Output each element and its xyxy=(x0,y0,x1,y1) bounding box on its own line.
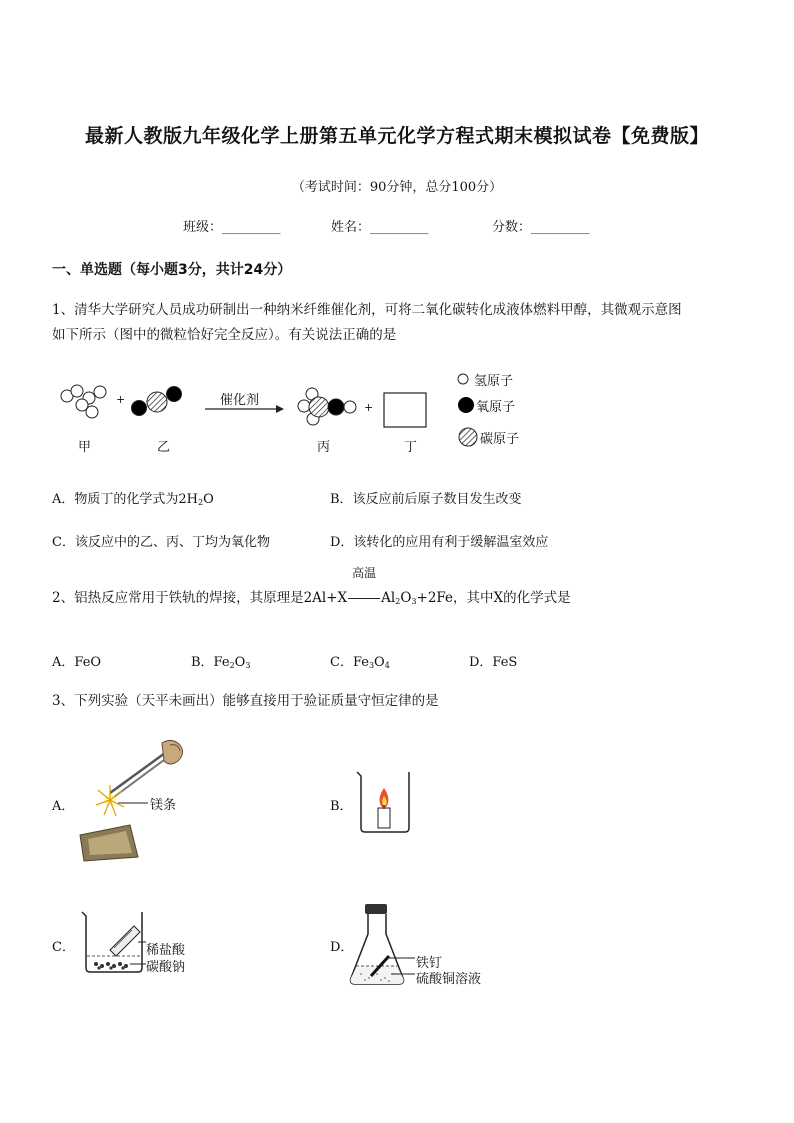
iron-nail-label: 铁钉 xyxy=(416,956,443,971)
plus-sign-1: + xyxy=(116,393,126,406)
legend-o-icon xyxy=(458,397,474,413)
hcl-label: 稀盐酸 xyxy=(146,943,186,958)
q2-option-c[interactable]: C．$Fe_3O_4$ xyxy=(330,655,390,670)
molecule-bing xyxy=(298,388,356,425)
q3-option-d[interactable]: D． xyxy=(330,940,354,955)
legend-h-label: 氢原子 xyxy=(474,374,514,389)
magnesium-label: 镁条 xyxy=(150,798,177,813)
q2-option-d[interactable]: D．FeS xyxy=(469,655,518,670)
question-1-line1: 1、清华大学研究人员成功研制出一种纳米纤维催化剂，可将二氧化碳转化成液体燃料甲醇，其微观示意图 xyxy=(52,302,682,318)
q3-option-a[interactable]: A． xyxy=(52,799,75,814)
legend-o-label: 氧原子 xyxy=(476,400,516,415)
label-bing: 丙 xyxy=(317,440,331,455)
question-3: 3、下列实验（天平未画出）能够直接用于验证质量守恒定律的是 xyxy=(52,693,439,709)
q1-option-b[interactable]: B．该反应前后原子数目发生改变 xyxy=(330,492,522,507)
q3-option-c[interactable]: C． xyxy=(52,940,75,955)
magnesium-burning-image xyxy=(70,735,200,865)
class-field[interactable]: 班级：_________ xyxy=(183,220,281,235)
iron-copper-sulfate-image xyxy=(345,900,425,988)
q3-option-b[interactable]: B． xyxy=(330,799,353,814)
question-1-line2: 如下所示（图中的微粒恰好完全反应）。有关说法正确的是 xyxy=(52,327,397,343)
plus-sign-2: + xyxy=(364,401,374,414)
label-yi: 乙 xyxy=(157,440,171,455)
copper-sulfate-label: 硫酸铜溶液 xyxy=(416,972,482,987)
molecule-yi xyxy=(132,387,182,416)
catalyst-label: 催化剂 xyxy=(220,393,260,408)
q1-option-a[interactable]: A．物质丁的化学式为$2H_2O$ xyxy=(52,492,214,507)
label-ding: 丁 xyxy=(404,440,418,455)
molecule-jia xyxy=(61,385,106,418)
score-field[interactable]: 分数：_________ xyxy=(492,220,590,235)
candle-beaker-image xyxy=(355,770,415,835)
q2-option-b[interactable]: B．$Fe_2O_3$ xyxy=(191,655,251,670)
q1-option-c[interactable]: C．该反应中的乙、丙、丁均为氧化物 xyxy=(52,535,270,550)
molecule-ding-box xyxy=(384,393,426,427)
section-title: 一、单选题（每小题3分，共计24分） xyxy=(52,262,292,278)
legend-c-icon xyxy=(459,428,477,446)
question-2: 2、铝热反应常用于铁轨的焊接，其原理是2Al+X 高温 $Al_2O_3+2Fe$，其中X的化学式是 xyxy=(52,566,571,606)
exam-info: （考试时间：90分钟，总分100分） xyxy=(291,180,503,195)
label-jia: 甲 xyxy=(78,440,92,455)
q2-option-a[interactable]: A．FeO xyxy=(52,655,102,670)
sodium-carbonate-label: 碳酸钠 xyxy=(146,960,186,975)
page-title: 最新人教版九年级化学上册第五单元化学方程式期末模拟试卷【免费版】 xyxy=(84,125,709,147)
legend-c-label: 碳原子 xyxy=(480,432,520,447)
name-field[interactable]: 姓名：_________ xyxy=(331,220,429,235)
reaction-condition: 高温 xyxy=(352,566,377,580)
q1-option-d[interactable]: D．该转化的应用有利于缓解温室效应 xyxy=(330,535,549,550)
legend-h-icon xyxy=(458,374,468,384)
